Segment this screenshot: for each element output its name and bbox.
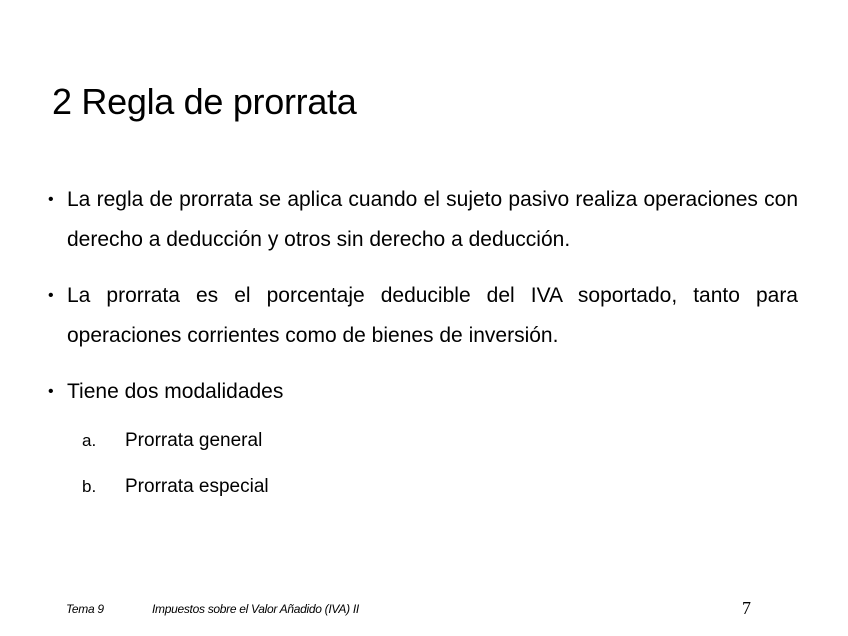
sub-list-text: Prorrata especial	[125, 476, 269, 497]
slide-title: 2 Regla de prorrata	[52, 81, 357, 123]
bullet-marker: •	[48, 191, 54, 208]
footer-tema: Tema 9	[66, 602, 104, 616]
page-number: 7	[742, 598, 751, 618]
sub-list-item	[48, 418, 798, 464]
sub-list-text: Prorrata general	[125, 430, 263, 451]
bullet-item	[48, 276, 798, 356]
sub-list-marker: b.	[82, 477, 97, 496]
bullet-item	[48, 180, 798, 260]
slide-content	[48, 180, 798, 510]
bullet-marker: •	[48, 287, 54, 304]
bullet-text: La prorrata es el porcentaje deducible del IVA soportado, tanto para operaciones corrientes como de bienes de inversión.	[67, 284, 798, 347]
sub-list-item	[48, 464, 798, 510]
footer-subject: Impuestos sobre el Valor Añadido (IVA) II	[152, 602, 359, 616]
bullet-text: Tiene dos modalidades	[67, 380, 284, 403]
bullet-item	[48, 372, 798, 412]
bullet-text: La regla de prorrata se aplica cuando el sujeto pasivo realiza operaciones con derecho a deducción y otros sin derecho a deducción.	[67, 188, 798, 251]
sub-list-marker: a.	[82, 431, 97, 450]
bullet-marker: •	[48, 383, 54, 400]
